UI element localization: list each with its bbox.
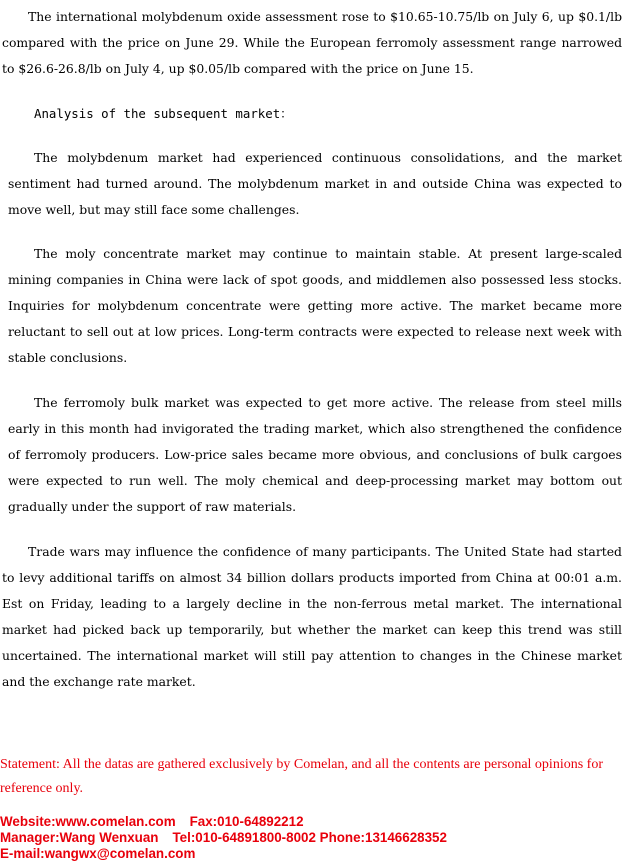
telephone-text: Tel:010-64891800-8002 Phone:13146628352 <box>172 830 447 845</box>
fax-text: Fax:010-64892212 <box>189 814 304 829</box>
website-text[interactable]: Website:www.comelan.com <box>0 814 176 829</box>
contact-line-email <box>0 846 195 862</box>
market-overview-paragraph: The molybdenum market had experienced continuous consolidations, and the market sentiment had turned around. The molybdenum market in and outside China was expected to move well, but may still face some challenges. <box>8 150 622 217</box>
disclaimer-statement: Statement: All the datas are gathered exclusively by Comelan, and all the contents are personal opinions for reference only. <box>0 757 603 796</box>
concentrate-market-paragraph: The moly concentrate market may continue to maintain stable. At present large-scaled mining companies in China were lack of spot goods, and middlemen also possessed less stocks. Inquiries for molybdenum concentrate were getting more active. The market became more reluctant to sell out at low prices. Long-term contracts were expected to release next week with stable conclusions. <box>8 246 622 365</box>
manager-text: Manager:Wang Wenxuan <box>0 830 159 845</box>
price-assessment-paragraph: The international molybdenum oxide assessment rose to $10.65-10.75/lb on July 6, up $0.1/lb compared with the price on June 29. While the European ferromoly assessment range narrowed to $26.6-26.8/lb on July 4, up $0.05/lb compared with the price on June 15. <box>2 9 622 76</box>
contact-line-manager <box>0 830 447 846</box>
ferromoly-market-paragraph: The ferromoly bulk market was expected to get more active. The release from steel mills early in this month had invigorated the trading market, which also strengthened the confidence of ferromoly producers. Low-price sales became more obvious, and conclusions of bulk cargoes were expected to run well. The moly chemical and deep-processing market may bottom out gradually under the support of raw materials. <box>8 395 622 514</box>
contact-line-website <box>0 814 304 830</box>
analysis-heading: Analysis of the subsequent market： <box>34 106 293 121</box>
trade-war-paragraph: Trade wars may influence the confidence of many participants. The United State had started to levy additional tariffs on almost 34 billion dollars products imported from China at 00:01 a.m. Est on Friday, leading to a largely decline in the non-ferrous metal market. The international market had picked back up temporarily, but whether the market can keep this trend was still uncertained. The international market will still pay attention to changes in the Chinese market and the exchange rate market. <box>2 544 622 689</box>
email-text[interactable]: E-mail:wangwx@comelan.com <box>0 846 196 861</box>
